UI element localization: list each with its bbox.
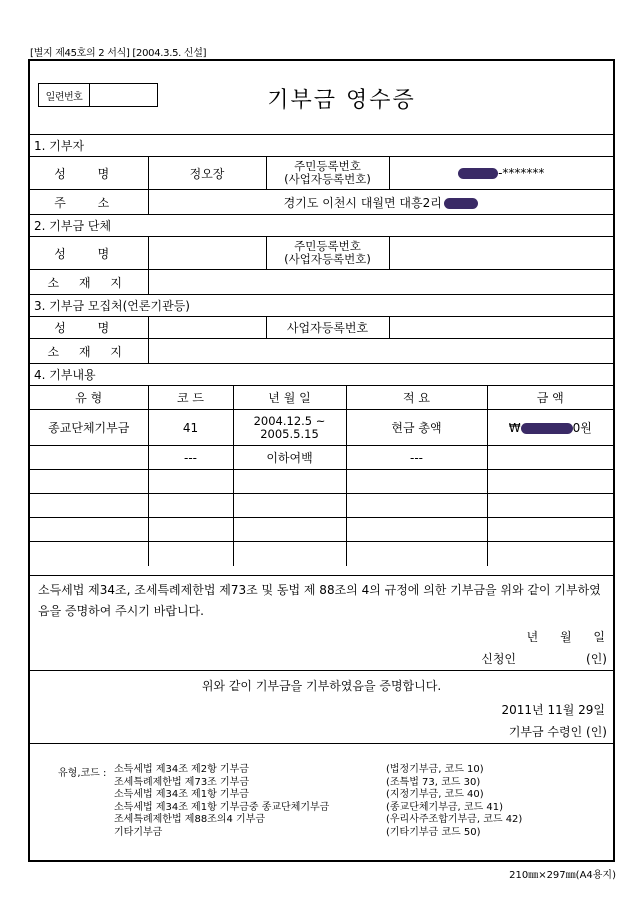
list-item: (지정기부금, 코드 40) xyxy=(386,789,484,800)
redaction-mark xyxy=(458,168,498,179)
declaration-section xyxy=(30,575,613,671)
row-amount: ₩ 0원 xyxy=(487,410,613,446)
list-item: (조특법 73, 코드 30) xyxy=(386,776,481,788)
fundraiser-biz-value xyxy=(389,317,613,339)
list-item: 소득세법 제34조 제1항 기부금 xyxy=(114,789,249,800)
org-name-value xyxy=(148,237,266,270)
legend-codes xyxy=(386,764,522,839)
donor-name-label: 성 명 xyxy=(30,157,148,190)
fundraiser-location-label: 소 재 지 xyxy=(30,339,148,364)
fundraiser-name-label: 성 명 xyxy=(30,317,148,339)
list-item: 기타기부금 xyxy=(114,826,163,838)
section-organization-title: 2. 기부금 단체 xyxy=(30,215,613,237)
list-item: 조세특례제한법 제73조 기부금 xyxy=(114,776,250,788)
col-header-type: 유 형 xyxy=(30,386,148,410)
col-header-code: 코 드 xyxy=(148,386,233,410)
form-reference-note: [별지 제45호의 2 서식] [2004.3.5. 신설] xyxy=(30,48,207,59)
donor-address-value: 경기도 이천시 대월면 대흥2리 xyxy=(148,190,613,215)
table-row xyxy=(30,518,613,542)
donor-address-label: 주 소 xyxy=(30,190,148,215)
donation-contents-table xyxy=(30,385,613,566)
confirmation-section xyxy=(30,671,613,744)
declaration-text: 소득세법 제34조, 조세특례제한법 제73조 및 동법 제 88조의 4의 규정에 의한 기부금을 위와 같이 기부하였음을 증명하여 주시기 바랍니다. xyxy=(38,583,601,618)
donor-id-label: 주민등록번호 (사업자등록번호) xyxy=(266,157,389,190)
table-row xyxy=(30,446,613,470)
type-code-legend xyxy=(30,744,613,860)
redaction-mark xyxy=(521,423,573,434)
form-header xyxy=(30,61,613,135)
table-row xyxy=(30,542,613,566)
applicant-signature: 신청인 (인) xyxy=(481,652,607,666)
declaration-date: 년 월 일 xyxy=(526,630,605,644)
table-row xyxy=(30,494,613,518)
fundraiser-biz-label: 사업자등록번호 xyxy=(266,317,389,339)
donor-name-value: 정오장 xyxy=(148,157,266,190)
redaction-mark xyxy=(444,198,478,209)
table-row xyxy=(30,410,613,446)
fundraiser-location-value xyxy=(148,339,613,364)
legend-label: 유형,코드 : xyxy=(58,768,107,779)
org-id-value xyxy=(389,237,613,270)
fundraiser-name-value xyxy=(148,317,266,339)
confirmation-text: 위와 같이 기부금을 기부하였음을 증명합니다. xyxy=(201,679,442,693)
row-date: 2004.12.5 ~ 2005.5.15 xyxy=(233,410,346,446)
confirmation-date: 2011년 11월 29일 xyxy=(501,703,605,717)
receiver-signature: 기부금 수령인 (인) xyxy=(508,725,607,739)
row-code: 41 xyxy=(148,410,233,446)
list-item: 소득세법 제34조 제1항 기부금중 종교단체기부금 xyxy=(114,801,330,813)
row-date: 이하여백 xyxy=(233,446,346,470)
org-location-value xyxy=(148,270,613,295)
donor-id-value: -******* xyxy=(389,157,613,190)
list-item: (우리사주조합기부금, 코드 42) xyxy=(386,814,523,825)
col-header-date: 년 월 일 xyxy=(233,386,346,410)
org-id-label: 주민등록번호 (사업자등록번호) xyxy=(266,237,389,270)
list-item: (법정기부금, 코드 10) xyxy=(386,764,484,775)
donation-receipt-form xyxy=(28,59,615,862)
paper-size-note: 210㎜×297㎜(A4용지) xyxy=(509,870,616,881)
legend-types xyxy=(114,764,329,839)
row-summary: 현금 총액 xyxy=(346,410,487,446)
list-item: 조세특례제한법 제88조의4 기부금 xyxy=(114,814,266,825)
section-contents-title: 4. 기부내용 xyxy=(30,364,613,386)
row-type: 종교단체기부금 xyxy=(30,410,148,446)
serial-number-label: 일련번호 xyxy=(39,84,90,106)
section-fundraiser-title: 3. 기부금 모집처(언론기관등) xyxy=(30,295,613,317)
list-item: (기타기부금 코드 50) xyxy=(386,826,481,838)
org-location-label: 소 재 지 xyxy=(30,270,148,295)
table-row xyxy=(30,470,613,494)
col-header-amount: 금 액 xyxy=(487,386,613,410)
list-item: (종교단체기부금, 코드 41) xyxy=(386,801,504,813)
section-donor-title: 1. 기부자 xyxy=(30,135,613,157)
page-title: 기부금 영수증 xyxy=(267,88,416,113)
org-name-label: 성 명 xyxy=(30,237,148,270)
list-item: 소득세법 제34조 제2항 기부금 xyxy=(114,764,249,775)
row-code: --- xyxy=(148,446,233,470)
parties-table xyxy=(30,134,613,386)
row-summary: --- xyxy=(346,446,487,470)
col-header-summary: 적 요 xyxy=(346,386,487,410)
